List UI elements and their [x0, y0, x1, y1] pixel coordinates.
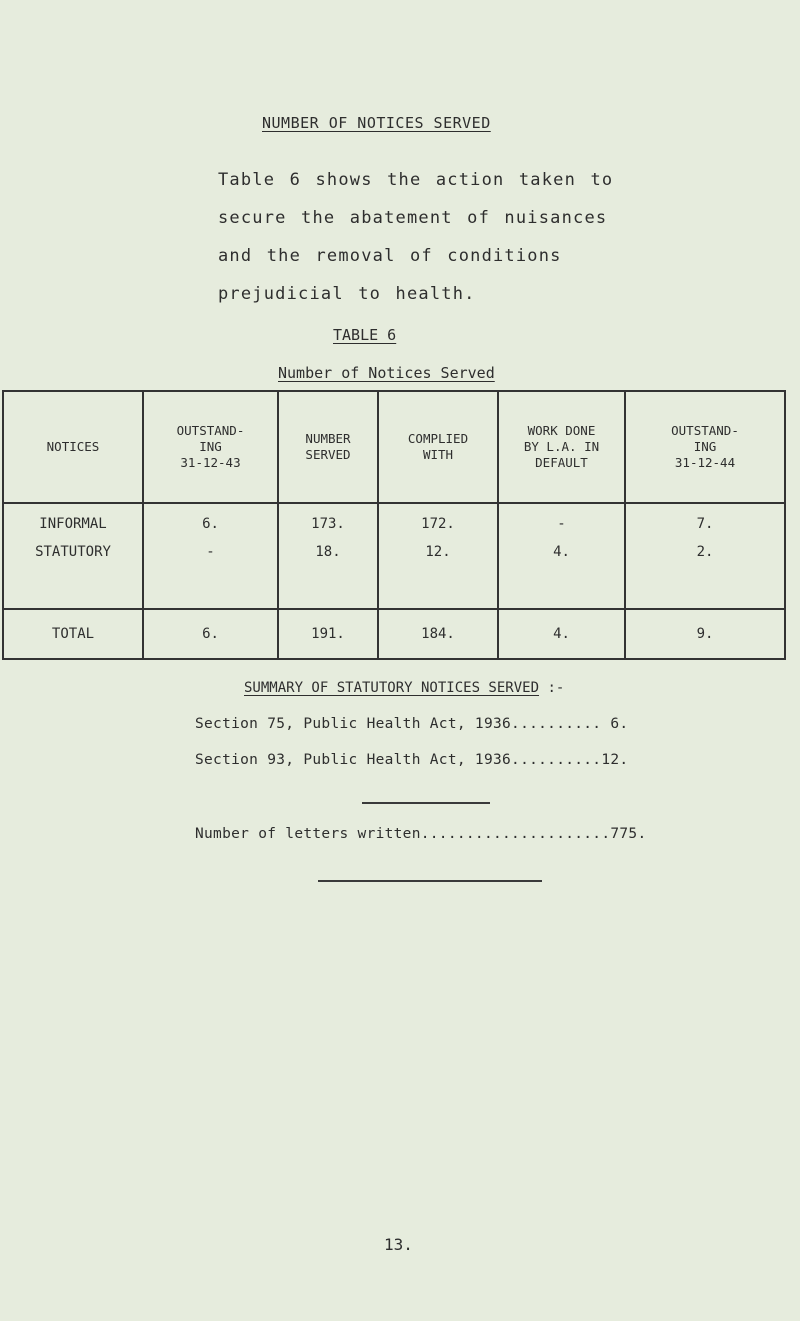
- work-done-cell: [498, 503, 625, 609]
- header-text: NUMBER: [305, 431, 351, 446]
- table-cell: 9.: [625, 609, 785, 659]
- table-cell: 12.: [425, 544, 451, 560]
- header-work-done-default: [498, 391, 625, 503]
- table-cell: 6.: [202, 516, 219, 532]
- cell-informal: INFORMAL: [39, 516, 107, 532]
- notices-table: [2, 390, 786, 660]
- summary-line-1: Section 75, Public Health Act, 1936.......... 6.: [195, 716, 629, 732]
- table-cell: 184.: [378, 609, 498, 659]
- table-cell: 4.: [498, 609, 625, 659]
- table-label: TABLE 6: [333, 326, 397, 344]
- table-cell: -: [206, 544, 215, 560]
- header-text: 31-12-44: [674, 455, 736, 470]
- header-text: NOTICES: [46, 439, 100, 454]
- header-number-served: [278, 391, 378, 503]
- number-served-cell: [278, 503, 378, 609]
- page-heading: NUMBER OF NOTICES SERVED: [262, 114, 491, 132]
- header-text: COMPLIED: [407, 431, 469, 446]
- table-total-row: [3, 609, 785, 659]
- page-number: 13.: [384, 1235, 413, 1254]
- header-text: ING: [199, 439, 222, 454]
- header-text: BY L.A. IN: [523, 439, 600, 454]
- header-text: DEFAULT: [535, 455, 588, 470]
- summary-title-suffix: :-: [547, 680, 565, 696]
- table-cell: 173.: [311, 516, 345, 532]
- header-outstanding-43: [143, 391, 278, 503]
- letters-line: Number of letters written.....................775.: [195, 826, 647, 842]
- header-text: 31-12-43: [180, 455, 241, 470]
- total-label: TOTAL: [3, 609, 143, 659]
- table-cell: 2.: [696, 544, 714, 560]
- table-cell: 191.: [278, 609, 378, 659]
- header-text: OUTSTAND-: [671, 423, 739, 438]
- table-cell: 172.: [421, 516, 455, 532]
- summary-heading: [244, 680, 564, 696]
- cell-statutory: STATUTORY: [35, 544, 111, 560]
- intro-line-1: Table 6 shows the action taken to: [218, 170, 614, 190]
- table-cell: 6.: [143, 609, 278, 659]
- header-text: SERVED: [305, 447, 351, 462]
- header-text: WITH: [422, 447, 454, 462]
- header-outstanding-44: [625, 391, 785, 503]
- header-text: OUTSTAND-: [176, 423, 245, 438]
- complied-with-cell: [378, 503, 498, 609]
- table-cell: 18.: [315, 544, 341, 560]
- header-text: ING: [693, 439, 717, 454]
- intro-line-2: secure the abatement of nuisances: [218, 208, 608, 228]
- summary-line-2: Section 93, Public Health Act, 1936..........12.: [195, 752, 629, 768]
- notice-type-cell: [3, 503, 143, 609]
- table-cell: 4.: [553, 544, 570, 560]
- header-complied-with: [378, 391, 498, 503]
- table-cell: 7.: [696, 516, 714, 532]
- header-notices: [3, 391, 143, 503]
- divider: [362, 802, 490, 804]
- summary-title: SUMMARY OF STATUTORY NOTICES SERVED: [244, 680, 540, 696]
- table-subtitle: Number of Notices Served: [278, 364, 495, 382]
- outstanding-43-cell: [143, 503, 278, 609]
- table-cell: -: [557, 516, 566, 532]
- divider: [318, 880, 542, 882]
- intro-line-4: prejudicial to health.: [218, 284, 476, 304]
- table-row: [3, 503, 785, 609]
- header-text: WORK DONE: [527, 423, 596, 438]
- intro-line-3: and the removal of conditions: [218, 246, 562, 266]
- outstanding-44-cell: [625, 503, 785, 609]
